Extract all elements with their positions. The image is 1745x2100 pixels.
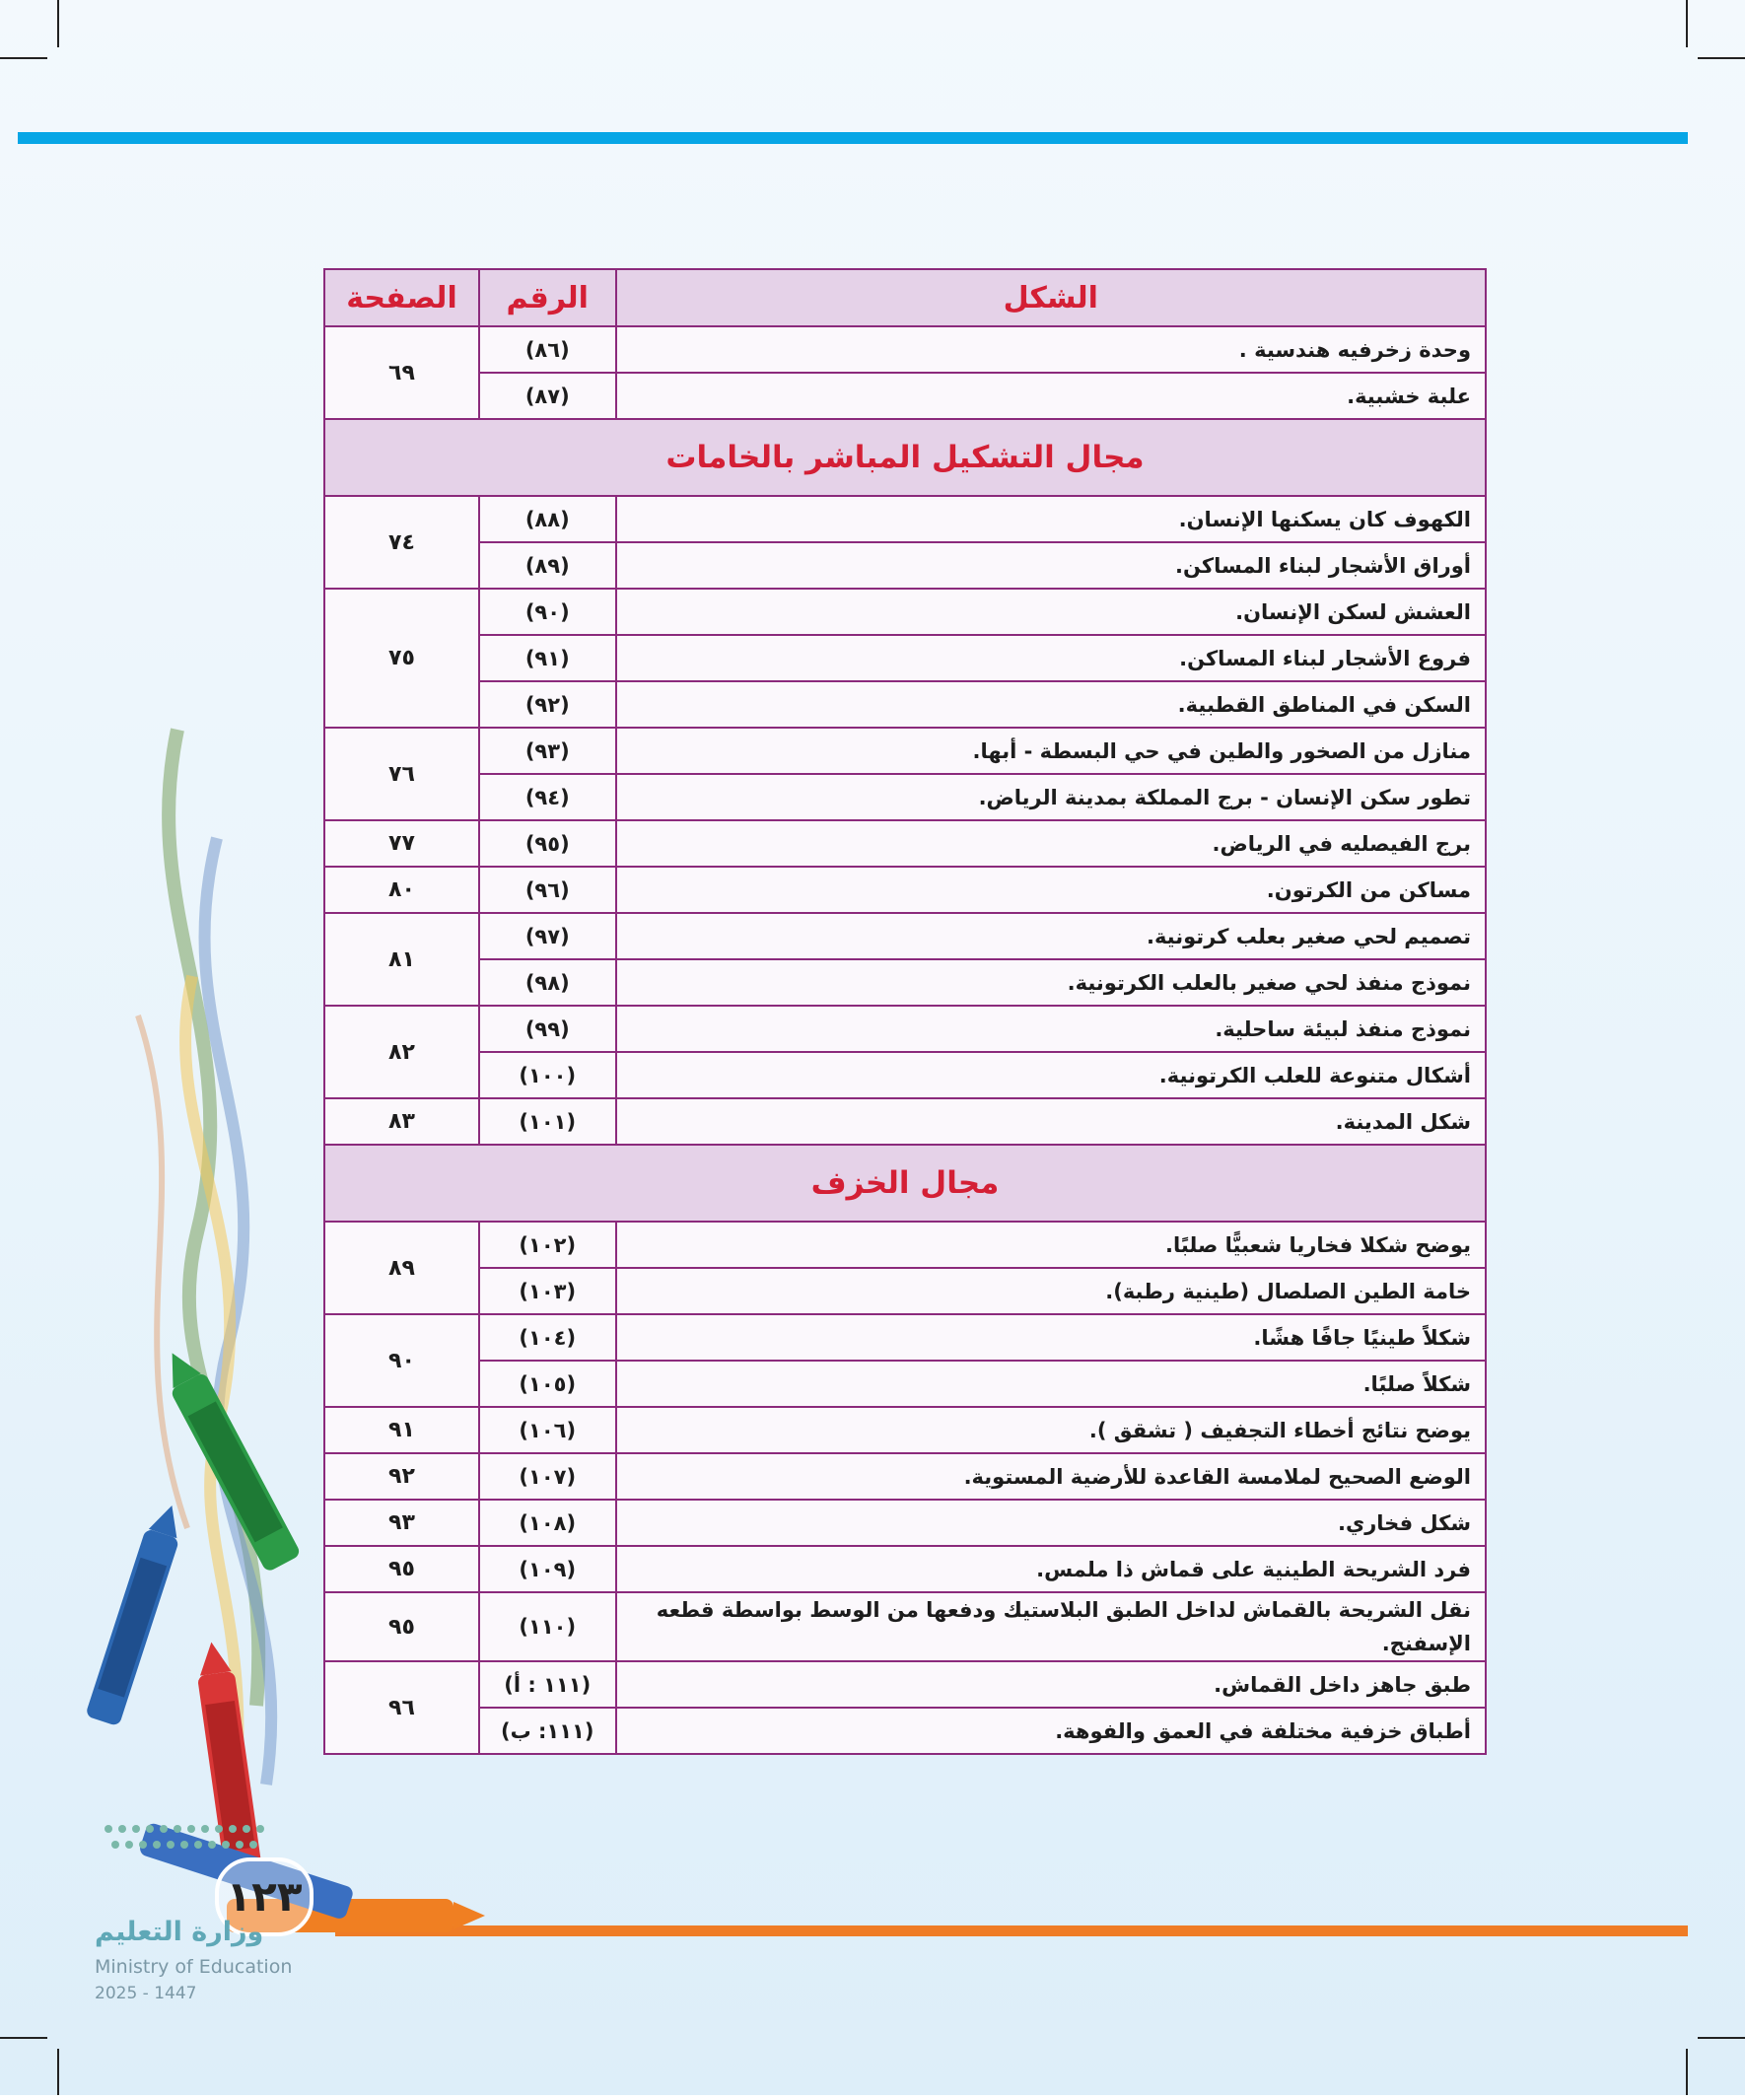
crop-mark bbox=[57, 0, 59, 47]
figure-number: (٨٧) bbox=[479, 373, 616, 419]
table-header-row bbox=[324, 269, 1486, 326]
figure-number: (٨٦) bbox=[479, 326, 616, 373]
figure-description: تصميم لحي صغير بعلب كرتونية. bbox=[616, 913, 1486, 959]
table-row bbox=[324, 959, 1486, 1006]
table-row bbox=[324, 1546, 1486, 1592]
figure-description: يوضح نتائج أخطاء التجفيف ( تشقق ). bbox=[616, 1407, 1486, 1453]
figure-number: (١٠٥) bbox=[479, 1361, 616, 1407]
page-reference: ٩٢ bbox=[324, 1453, 479, 1500]
table-row bbox=[324, 1453, 1486, 1500]
figure-number: (١١٠) bbox=[479, 1592, 616, 1661]
table-row bbox=[324, 728, 1486, 774]
ribbon-orange bbox=[138, 1015, 187, 1528]
crop-mark bbox=[0, 2037, 47, 2039]
page-reference: ٧٤ bbox=[324, 496, 479, 589]
figures-index-table bbox=[323, 268, 1487, 1755]
figure-number: (١٠٣) bbox=[479, 1268, 616, 1314]
figure-number: (١٠٦) bbox=[479, 1407, 616, 1453]
figure-description: أطباق خزفية مختلفة في العمق والفوهة. bbox=[616, 1708, 1486, 1754]
figure-number: (١٠٠) bbox=[479, 1052, 616, 1098]
figure-number: (١٠٧) bbox=[479, 1453, 616, 1500]
crop-mark bbox=[1686, 2049, 1688, 2095]
figure-description: وحدة زخرفيه هندسية . bbox=[616, 326, 1486, 373]
table-row bbox=[324, 774, 1486, 820]
figure-number: (٩٨) bbox=[479, 959, 616, 1006]
figure-description: منازل من الصخور والطين في حي البسطة - أبها. bbox=[616, 728, 1486, 774]
figure-description: شكلاً طينيًا جافًا هشًا. bbox=[616, 1314, 1486, 1361]
page-reference: ٨٢ bbox=[324, 1006, 479, 1098]
figure-description: شكل المدينة. bbox=[616, 1098, 1486, 1145]
figure-description: الوضع الصحيح لملامسة القاعدة للأرضية المستوية. bbox=[616, 1453, 1486, 1500]
figure-description: فرد الشريحة الطينية على قماش ذا ملمس. bbox=[616, 1546, 1486, 1592]
page-reference: ٨١ bbox=[324, 913, 479, 1006]
crop-mark bbox=[1698, 2037, 1745, 2039]
table-row bbox=[324, 542, 1486, 589]
figure-number: (٨٩) bbox=[479, 542, 616, 589]
figure-description: تطور سكن الإنسان - برج المملكة بمدينة الرياض. bbox=[616, 774, 1486, 820]
figure-number: (٨٨) bbox=[479, 496, 616, 542]
figure-description: علبة خشبية. bbox=[616, 373, 1486, 419]
figure-number: (٩٣) bbox=[479, 728, 616, 774]
crayon-blue bbox=[85, 1500, 188, 1726]
ministry-name-english: Ministry of Education bbox=[95, 1956, 293, 1978]
figure-description: نقل الشريحة بالقماش لداخل الطبق البلاستيك ودفعها من الوسط بواسطة قطعه الإسفنج. bbox=[616, 1592, 1486, 1661]
figure-number: (٩١) bbox=[479, 635, 616, 681]
table-row bbox=[324, 1098, 1486, 1145]
page-reference: ٦٩ bbox=[324, 326, 479, 419]
figure-description: طبق جاهز داخل القماش. bbox=[616, 1661, 1486, 1708]
table-body bbox=[324, 326, 1486, 1754]
header-number: الرقم bbox=[479, 269, 616, 326]
table-row bbox=[324, 1052, 1486, 1098]
page-reference: ٨٩ bbox=[324, 1222, 479, 1314]
figure-number: (٩٧) bbox=[479, 913, 616, 959]
table-row bbox=[324, 496, 1486, 542]
figure-description: خامة الطين الصلصال (طينية رطبة). bbox=[616, 1268, 1486, 1314]
figure-description: الكهوف كان يسكنها الإنسان. bbox=[616, 496, 1486, 542]
page-reference: ٧٦ bbox=[324, 728, 479, 820]
figure-number: (٩٩) bbox=[479, 1006, 616, 1052]
figure-description: نموذج منفذ لبيئة ساحلية. bbox=[616, 1006, 1486, 1052]
figure-number: (٩٦) bbox=[479, 867, 616, 913]
table-row bbox=[324, 681, 1486, 728]
crop-mark bbox=[1698, 57, 1745, 59]
page-reference: ٧٧ bbox=[324, 820, 479, 867]
figure-number: (١٠٢) bbox=[479, 1222, 616, 1268]
figure-number: (٩٥) bbox=[479, 820, 616, 867]
page-reference: ٩٥ bbox=[324, 1546, 479, 1592]
figure-number: (١٠٩) bbox=[479, 1546, 616, 1592]
figure-number: (١٠١) bbox=[479, 1098, 616, 1145]
header-shape: الشكل bbox=[616, 269, 1486, 326]
page-reference: ٨٠ bbox=[324, 867, 479, 913]
section-row bbox=[324, 1145, 1486, 1222]
figure-description: أوراق الأشجار لبناء المساكن. bbox=[616, 542, 1486, 589]
table-row bbox=[324, 1314, 1486, 1361]
table-row bbox=[324, 867, 1486, 913]
table-row bbox=[324, 1708, 1486, 1754]
figure-description: فروع الأشجار لبناء المساكن. bbox=[616, 635, 1486, 681]
page-reference: ٩٣ bbox=[324, 1500, 479, 1546]
table-row bbox=[324, 1361, 1486, 1407]
figure-description: يوضح شكلا فخاريا شعبيًّا صلبًا. bbox=[616, 1222, 1486, 1268]
logo-dots-icon bbox=[99, 1819, 315, 1858]
page-number: ١٢٣ bbox=[215, 1857, 314, 1936]
figure-description: نموذج منفذ لحي صغير بالعلب الكرتونية. bbox=[616, 959, 1486, 1006]
table-row bbox=[324, 1006, 1486, 1052]
table-row bbox=[324, 373, 1486, 419]
figure-description: العشش لسكن الإنسان. bbox=[616, 589, 1486, 635]
crop-mark bbox=[57, 2049, 59, 2095]
figure-description: السكن في المناطق القطبية. bbox=[616, 681, 1486, 728]
table-row bbox=[324, 820, 1486, 867]
figure-number: (٩٤) bbox=[479, 774, 616, 820]
ministry-name-arabic: وزارة التعليم bbox=[95, 1917, 264, 1947]
table-row bbox=[324, 635, 1486, 681]
section-row bbox=[324, 419, 1486, 496]
figure-description: شكل فخاري. bbox=[616, 1500, 1486, 1546]
top-accent-bar bbox=[18, 132, 1688, 144]
table-row bbox=[324, 1661, 1486, 1708]
figure-description: شكلاً صلبًا. bbox=[616, 1361, 1486, 1407]
table-row bbox=[324, 1500, 1486, 1546]
page-reference: ٩٥ bbox=[324, 1592, 479, 1661]
edition-year: 2025 - 1447 bbox=[95, 1984, 197, 2003]
table-row bbox=[324, 1268, 1486, 1314]
figure-number: (١١١: ب) bbox=[479, 1708, 616, 1754]
figure-number: (١٠٤) bbox=[479, 1314, 616, 1361]
figure-description: مساكن من الكرتون. bbox=[616, 867, 1486, 913]
figure-description: برج الفيصليه في الرياض. bbox=[616, 820, 1486, 867]
table-row bbox=[324, 326, 1486, 373]
figure-number: (٩٢) bbox=[479, 681, 616, 728]
figure-number: (١١١ : أ) bbox=[479, 1661, 616, 1708]
section-title: مجال التشكيل المباشر بالخامات bbox=[324, 419, 1486, 496]
page-reference: ٧٥ bbox=[324, 589, 479, 728]
page-reference: ٨٣ bbox=[324, 1098, 479, 1145]
table-row bbox=[324, 1222, 1486, 1268]
table-row bbox=[324, 1592, 1486, 1661]
table-row bbox=[324, 1407, 1486, 1453]
table-row bbox=[324, 589, 1486, 635]
table-row bbox=[324, 913, 1486, 959]
crop-mark bbox=[0, 57, 47, 59]
figure-number: (٩٠) bbox=[479, 589, 616, 635]
section-title: مجال الخزف bbox=[324, 1145, 1486, 1222]
header-page: الصفحة bbox=[324, 269, 479, 326]
crop-mark bbox=[1686, 0, 1688, 47]
page-reference: ٩٦ bbox=[324, 1661, 479, 1754]
figure-description: أشكال متنوعة للعلب الكرتونية. bbox=[616, 1052, 1486, 1098]
page-reference: ٩١ bbox=[324, 1407, 479, 1453]
figure-number: (١٠٨) bbox=[479, 1500, 616, 1546]
page-reference: ٩٠ bbox=[324, 1314, 479, 1407]
